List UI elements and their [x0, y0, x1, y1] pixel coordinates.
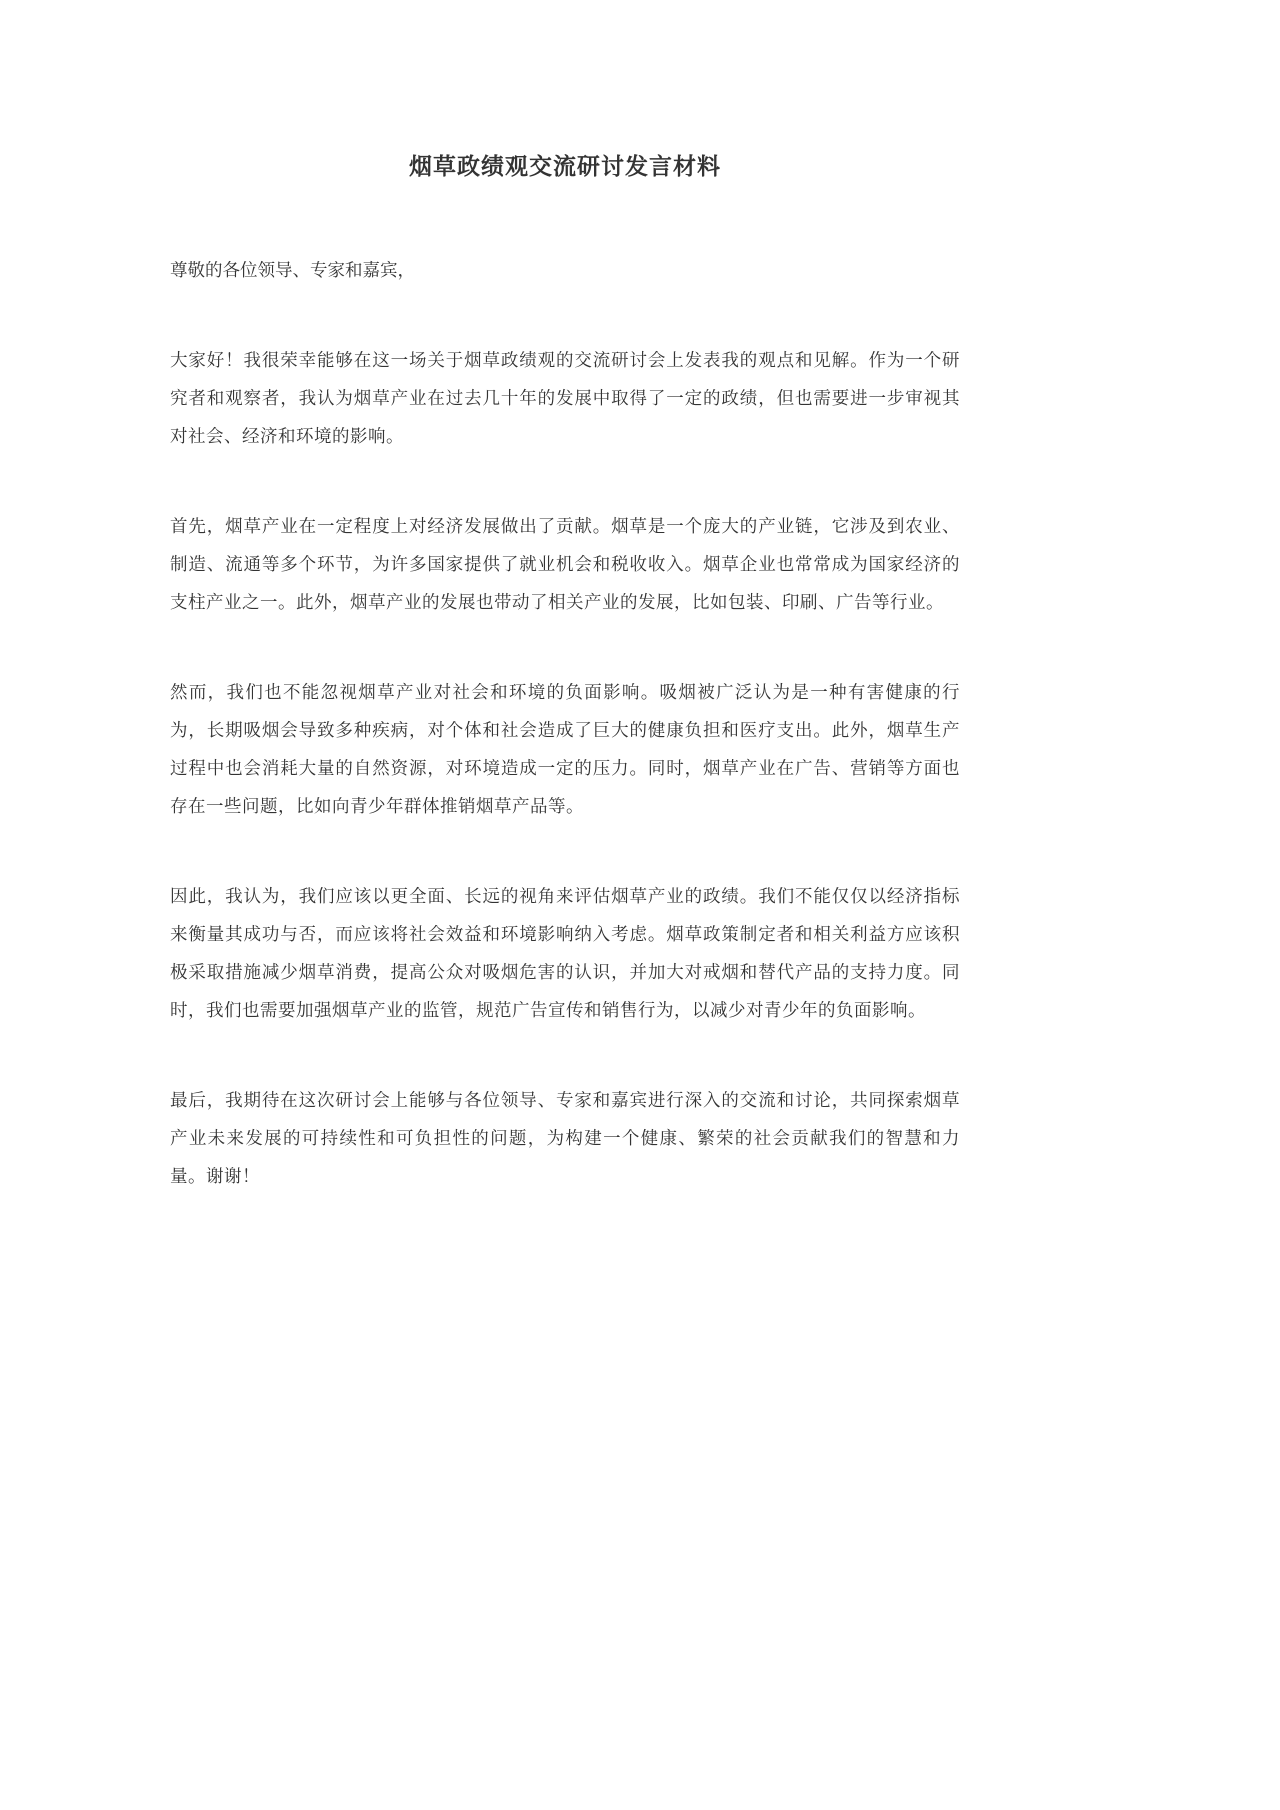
paragraph-evaluation-view: 因此，我认为，我们应该以更全面、长远的视角来评估烟草产业的政绩。我们不能仅仅以经济指标来衡量其成功与否，而应该将社会效益和环境影响纳入考虑。烟草政策制定者和相关利益方应该积极采取措施减少烟草消费，提高公众对吸烟危害的认识，并加大对戒烟和替代产品的支持力度。同时，我们也需要加强烟草产业的监管，规范广告宣传和销售行为，以减少对青少年的负面影响。	[170, 886, 960, 1020]
document-title: 烟草政绩观交流研讨发言材料	[409, 153, 721, 179]
paragraph-closing: 最后，我期待在这次研讨会上能够与各位领导、专家和嘉宾进行深入的交流和讨论，共同探索烟草产业未来发展的可持续性和可负担性的问题，为构建一个健康、繁荣的社会贡献我们的智慧和力量。谢谢！	[170, 1090, 960, 1186]
paragraph-intro: 大家好！我很荣幸能够在这一场关于烟草政绩观的交流研讨会上发表我的观点和见解。作为一个研究者和观察者，我认为烟草产业在过去几十年的发展中取得了一定的政绩，但也需要进一步审视其对社会、经济和环境的影响。	[170, 350, 960, 446]
paragraph-negative-impact: 然而，我们也不能忽视烟草产业对社会和环境的负面影响。吸烟被广泛认为是一种有害健康的行为，长期吸烟会导致多种疾病，对个体和社会造成了巨大的健康负担和医疗支出。此外，烟草生产过程中也会消耗大量的自然资源，对环境造成一定的压力。同时，烟草产业在广告、营销等方面也存在一些问题，比如向青少年群体推销烟草产品等。	[170, 682, 960, 816]
greeting-line: 尊敬的各位领导、专家和嘉宾，	[170, 260, 415, 280]
paragraph-economic-contribution: 首先，烟草产业在一定程度上对经济发展做出了贡献。烟草是一个庞大的产业链，它涉及到农业、制造、流通等多个环节，为许多国家提供了就业机会和税收收入。烟草企业也常常成为国家经济的支柱产业之一。此外，烟草产业的发展也带动了相关产业的发展，比如包装、印刷、广告等行业。	[170, 516, 960, 612]
